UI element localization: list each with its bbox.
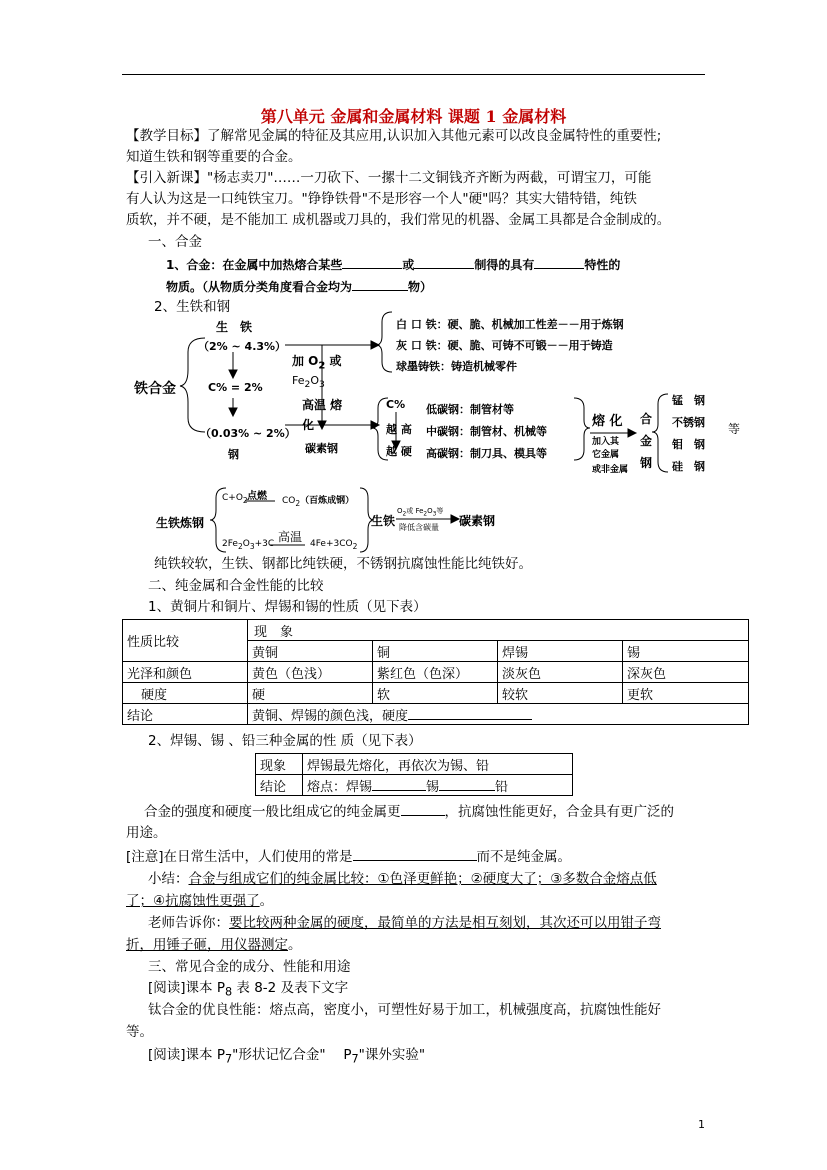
teaching-goal-line1: 【教学目标】了解常见金属的特征及其应用,认识加入其他元素可以改良金属特性的重要性; xyxy=(126,128,662,144)
diagram-mo-steel: 钼 钢 xyxy=(672,438,705,451)
diagram-high-temp: 高温 熔 xyxy=(302,398,343,412)
diagram-nodular-iron: 球墨铸铁：铸造机械零件 xyxy=(396,360,517,373)
table-2-caption: 2、焊锡、锡 、铅三种金属的性 质（见下表） xyxy=(148,733,422,749)
read2-b: "形状记忆合金" P xyxy=(232,1047,352,1063)
arrow-bottom-label: 降低含碳量 xyxy=(399,523,439,532)
table1-row-label: 硬度 xyxy=(123,683,248,704)
table-row xyxy=(256,754,573,775)
diagram-smelting: 生铁炼钢 xyxy=(156,516,205,530)
alloy-def-text-b: 或 xyxy=(402,258,415,272)
arrow-top-etc: 等 xyxy=(436,507,444,515)
diagram-steel: 钢 xyxy=(228,448,239,461)
diagram-increase-high: 越 高 xyxy=(386,423,412,436)
arrow-top-fe: 或 Fe xyxy=(406,507,424,515)
read2-sub: 7 xyxy=(224,1052,233,1066)
diagram-iron-alloy: 铁合金 xyxy=(134,381,176,397)
reaction-2-condition: 高温 xyxy=(278,530,303,544)
table1-cell: 黄色（色浅） xyxy=(248,662,373,683)
table1-cell: 较软 xyxy=(498,683,623,704)
diagram-c-pct: C% xyxy=(386,398,406,411)
r1-note: （百炼成钢） xyxy=(300,496,355,506)
table2-r2c: 铅 xyxy=(495,779,509,795)
table2-r2a: 熔点：焊锡 xyxy=(307,779,373,795)
note-line xyxy=(126,846,571,868)
diagram-c-2pct: C% = 2% xyxy=(208,381,263,394)
r2-plus: +3C xyxy=(254,539,275,549)
reading-2 xyxy=(148,1045,425,1070)
read2-sub2: 7 xyxy=(351,1052,359,1066)
table1-cell: 深灰色 xyxy=(623,662,749,683)
summary-text-2: 了；④抗腐蚀性更强了 xyxy=(126,893,260,909)
table2-cell: 焊锡最先熔化，再依次为锡、铅 xyxy=(303,754,573,775)
table-row xyxy=(123,683,749,704)
comparison-table-1 xyxy=(122,619,749,725)
strength-line1 xyxy=(144,801,674,823)
r1-sub2: 2 xyxy=(295,498,301,508)
reaction-1 xyxy=(222,493,248,505)
o-sub: 3 xyxy=(319,379,325,391)
diagram-add-other: 加入其 xyxy=(592,437,620,447)
reaction-2-right: $4Fe+3CO_2$ xyxy=(310,539,358,551)
arrow-top-o: O xyxy=(397,507,403,515)
table2-cell xyxy=(303,775,573,796)
diagram-gray-iron: 灰 口 铁：硬、脆、可铸不可锻－－用于铸造 xyxy=(396,339,613,352)
alloy-def-text-f: 物） xyxy=(408,280,433,294)
add-o2-text: 加 O xyxy=(292,354,319,368)
teacher-tip-line2 xyxy=(126,935,302,956)
r1-sub: 2 xyxy=(242,495,248,505)
diagram-melt-alloy: 熔 化 xyxy=(592,414,623,429)
diagram-alloy-metal: 它金属 xyxy=(592,450,620,460)
read2-a: [阅读]课本 P xyxy=(148,1047,225,1063)
table1-prop-header: 性质比较 xyxy=(123,620,248,662)
table1-conclusion xyxy=(248,704,749,725)
diagram-etc: 等 xyxy=(728,422,741,436)
read1-sub: 8 xyxy=(224,985,233,999)
comparison-table-2 xyxy=(255,753,573,796)
diagram-jin: 金 xyxy=(640,434,653,448)
diagram-carbon-steel: 碳素钢 xyxy=(305,442,338,455)
fe-sub: 2 xyxy=(304,379,311,391)
table-1-caption: 1、黄铜片和铜片、焊锡和锡的性质（见下表） xyxy=(148,599,427,615)
pure-iron-note: 纯铁较软，生铁、钢都比纯铁硬，不锈钢抗腐蚀性能比纯铁好。 xyxy=(154,556,532,572)
reaction-1-condition: 点燃 xyxy=(247,491,267,502)
teacher-text-2: 折，用锤子砸，用仪器测定 xyxy=(126,937,288,953)
summary-text: 合金与组成它们的纯金属比较：①色泽更鲜艳；②硬度大了；③多数合金熔点低 xyxy=(188,871,657,887)
diagram-or-nonmetal: 或非金属 xyxy=(592,465,629,475)
r2-mid: O xyxy=(242,539,250,549)
page-title: 第八单元 金属和金属材料 课题 1 金属材料 xyxy=(260,107,567,126)
section-3-heading: 三、常见合金的成分、性能和用途 xyxy=(148,959,351,975)
fe-text: Fe xyxy=(292,374,305,387)
add-or-text: 或 xyxy=(329,354,342,368)
table1-cell: 软 xyxy=(373,683,498,704)
diagram-add-o2 xyxy=(292,352,342,371)
alloy-def-text-c: 制得的具有 xyxy=(474,258,535,272)
arrow-top-o2: O xyxy=(427,507,433,515)
diagram-he: 合 xyxy=(640,412,653,426)
diagram-si-steel: 硅 钢 xyxy=(672,460,705,473)
r2-right: 4Fe+3CO xyxy=(310,539,353,549)
reading-1 xyxy=(148,978,348,1003)
read2-c: "课外实验" xyxy=(358,1047,426,1063)
alloy-def-text-d: 特性的 xyxy=(584,258,621,272)
intro-line1: 【引入新课】"杨志卖刀"……一刀砍下、一摞十二文铜钱齐齐断为两截，可谓宝刀，可能 xyxy=(126,170,652,186)
table1-col: 铜 xyxy=(373,641,498,662)
summary-line1 xyxy=(148,869,657,890)
read1-b: 表 8-2 及表下文字 xyxy=(232,980,349,996)
diagram-low-carbon: 低碳钢：制管材等 xyxy=(426,403,514,416)
table-row xyxy=(123,704,749,725)
section-1-heading: 一、合金 xyxy=(148,234,202,250)
table1-cell: 淡灰色 xyxy=(498,662,623,683)
diagram-pig-iron-2: 生铁 xyxy=(371,514,396,528)
alloy-def-text-a: 1、合金：在金属中加热熔合某些 xyxy=(166,258,343,272)
teaching-goal-line2: 知道生铁和钢等重要的合金。 xyxy=(126,149,302,165)
table2-row-label: 现象 xyxy=(256,754,303,775)
diagram-high-carbon: 高碳钢：制刀具、模具等 xyxy=(426,447,547,460)
table-row xyxy=(256,775,573,796)
r2-left: 2Fe xyxy=(222,539,238,549)
table1-conclusion-text: 黄铜、焊锡的颜色浅，硬度 xyxy=(252,708,409,724)
diagram-white-iron: 白 口 铁：硬、脆、机械加工性差－－用于炼钢 xyxy=(396,318,624,331)
table1-row-label: 结论 xyxy=(123,704,248,725)
diagram-stainless-steel: 不锈钢 xyxy=(672,416,705,429)
teacher-end: 。 xyxy=(288,937,302,953)
subsection-pig-iron-steel: 2、生铁和钢 xyxy=(154,299,231,315)
o-text: O xyxy=(310,374,319,387)
table1-phenomenon-header: 现 象 xyxy=(248,620,749,641)
r1-left: C+O xyxy=(222,493,243,503)
diagram-fe2o3 xyxy=(292,374,325,390)
note-text-a: [注意]在日常生活中，人们使用的常是 xyxy=(126,849,353,865)
table2-row-label: 结论 xyxy=(256,775,303,796)
table1-cell: 更软 xyxy=(623,683,749,704)
add-o2-sub: 2 xyxy=(318,360,326,372)
section-2-heading: 二、纯金属和合金性能的比较 xyxy=(148,578,324,594)
diagram-carbon-steel-2: 碳素钢 xyxy=(459,514,496,528)
strength-line2: 用途。 xyxy=(126,825,167,841)
reaction-2: $2Fe_2O_3+3C$ xyxy=(222,539,275,551)
summary-end: 。 xyxy=(259,893,274,909)
table1-row-label: 光泽和颜色 xyxy=(123,662,248,683)
diagram-melt: 化 xyxy=(302,418,315,432)
table1-col: 锡 xyxy=(623,641,749,662)
reaction-1-right xyxy=(282,493,354,508)
table-row xyxy=(123,662,749,683)
summary-line2 xyxy=(126,891,273,912)
diagram-increase-hard: 越 硬 xyxy=(386,445,412,458)
titanium-line1: 钛合金的优良性能：熔点高，密度小，可塑性好易于加工，机械强度高，抗腐蚀性能好 xyxy=(148,1002,661,1018)
diagram-gang: 钢 xyxy=(640,456,653,470)
arrow-top-label: $O_2$或 $Fe_2O_3$等 xyxy=(397,507,444,518)
strength-text-a: 合金的强度和硬度一般比组成它的纯金属更 xyxy=(144,804,401,820)
teacher-label: 老师告诉你： xyxy=(148,915,229,931)
r1-right: CO xyxy=(282,496,296,506)
diagram-steel-range: （0.03% ~ 2%） xyxy=(200,427,296,440)
read1-a: [阅读]课本 P xyxy=(148,980,225,996)
intro-line3: 质软，并不硬，是不能加工 成机器或刀具的，我们常见的机器、金属工具都是合金制成的。 xyxy=(126,212,671,228)
diagram-pig-iron-range: （2% ~ 4.3%） xyxy=(198,340,287,353)
titanium-line2: 等。 xyxy=(126,1024,153,1040)
page-number: 1 xyxy=(698,1118,705,1131)
alloy-def-text-e: 物质。（从物质分类角度看合金均为 xyxy=(166,280,353,294)
note-text-b: 而不是纯金属。 xyxy=(476,849,572,865)
table1-col: 焊锡 xyxy=(498,641,623,662)
diagram-pig-iron: 生 铁 xyxy=(216,320,253,334)
table1-cell: 紫红色（色深） xyxy=(373,662,498,683)
table1-cell: 硬 xyxy=(248,683,373,704)
table1-col: 黄铜 xyxy=(248,641,373,662)
teacher-tip-line1 xyxy=(148,913,661,934)
diagram-mid-carbon: 中碳钢：制管材、机械等 xyxy=(426,425,547,438)
strength-text-b: ，抗腐蚀性能更好，合金具有更广泛的 xyxy=(444,804,674,820)
diagram-mn-steel: 锰 钢 xyxy=(672,394,705,407)
summary-label: 小结： xyxy=(148,871,189,887)
intro-line2: 有人认为这是一口纯铁宝刀。"铮铮铁骨"不是形容一个人"硬"吗？其实大错特错，纯铁 xyxy=(126,191,637,207)
table2-r2b: 锡 xyxy=(426,779,440,795)
teacher-text: 要比较两种金属的硬度，最简单的方法是相互刻划，其次还可以用钳子弯 xyxy=(229,915,661,931)
